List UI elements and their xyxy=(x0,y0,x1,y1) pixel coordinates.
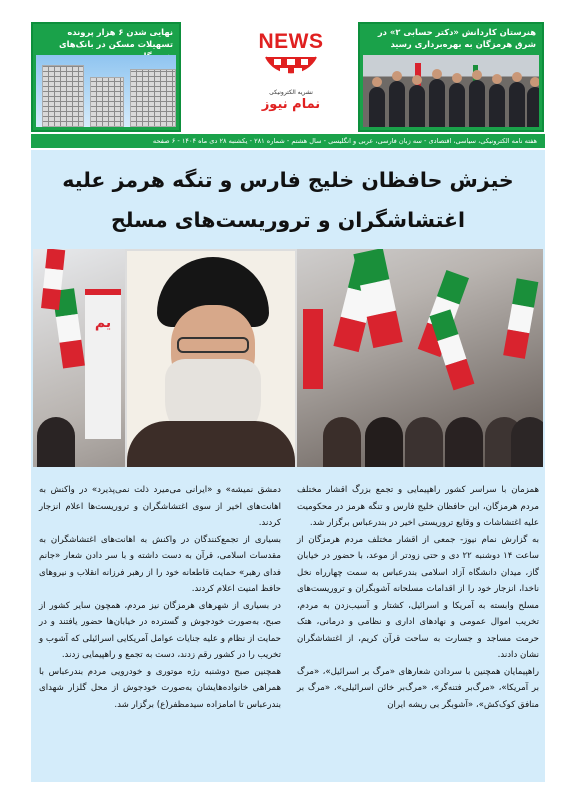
paragraph: همچنین صبح دوشنبه رژه موتوری و خودرویی مردم بندرعباس با همراهی خانواده‌هایشان به‌صورت خودجوش از محل گلزار شهدای بندرعباس تا امامزاده سیدمظفر(ع) برگزار شد. xyxy=(39,666,281,710)
logo-name: نمام نیوز xyxy=(261,97,321,112)
paragraph: همزمان با سراسر کشور راهپیمایی و تجمع بزرگ اقشار مختلف مردم هرمزگان، این حافظان خلیج فارس و تنگه هرمز در محکومیت علیه اغتشاشات و وقایع تروریستی اخیر در بندرعباس برگزار شد. xyxy=(297,485,539,528)
paragraph: به گزارش نمام نیوز- جمعی از اقشار مختلف مردم هرمزگان از ساعت ۱۴ دوشنبه ۲۲ دی و حتی زودتر از موعد، با حضور در خیابان گاز، میدان دانشگاه آزاد اسلامی بندرعباس به سمت چهارراه نخل ناخدا، انزجار خود را از اقدامات مسلحانه آشوبگران و تروریست‌های مسلح وابسته به آمریکا و اسرائیل، کشتار و آسیب‌زدن به مردم، تخریب اموال عمومی و نهادهای اداری و نظامی و درمانی، هتک حرمت مساجد و جسارت به ساحت قرآن کریم، از اغتشاشگران نشان دادند. xyxy=(297,534,540,660)
promo-title: نهایی شدن ۶ هزار پرونده تسهیلات مسکن در بانک‌های xyxy=(58,27,173,49)
logo-news-word: NEWS xyxy=(258,30,324,53)
globe-logo-icon xyxy=(260,55,322,91)
sign-text: یم xyxy=(94,315,112,331)
promo-photo-buildings xyxy=(36,55,176,127)
article-headline[interactable] xyxy=(31,160,545,240)
promo-title: هنرستان کاردانش «دکتر حسابی ۲» در شرق هرمزگان به بهره‌برداری رسید xyxy=(377,27,536,49)
issue-info-bar: هفته نامه الکترونیکی، سیاسی، اقتصادی - سه زبان فارسی، عربی و انگلیسی - سال هشتم - شماره ۲۸۱ - یکشنبه ۲۸ دی ماه ۱۴۰۴ - ۶ صفحه xyxy=(31,134,545,148)
promo-box-housing-loans[interactable] xyxy=(31,22,181,132)
paragraph: راهپیمایان همچنین با سردادن شعارهای «مرگ بر اسرائیل»، «مرگ بر آمریکا»، «مرگ‌بر فتنه‌گر»، «مرگ‌بر خائن اسرائیلی»، «مرگ بر منافق کوک‌کش»، «آشوبگر بی ریشه ایران xyxy=(297,666,539,710)
red-white-sign xyxy=(85,289,121,439)
paragraph: بسیاری از تجمع‌کنندگان در واکنش به اهانت‌های اغتشاشگران به مقدسات اسلامی، قرآن به دست داشته و با سر دادن شعار «جانم فدای رهبر» حمایت قاطعانه خود را از رهبر فرزانه انقلاب و نیروهای حافظ امنیت اعلام کردند. xyxy=(39,534,281,594)
headline-line-1: خیزش حافظان خلیج فارس و تنگه هرمز علیه xyxy=(62,168,514,192)
article-column-left xyxy=(39,482,281,713)
newspaper-header xyxy=(0,0,581,145)
paragraph: دمشق نمیشه» و «ایرانی می‌میرد ذلت نمی‌پذیرد» در واکنش به اهانت‌های اخیر از سوی اغتشاشگران و تروریست‌ها اعلام انزجار کردند. xyxy=(39,485,281,528)
newspaper-logo[interactable] xyxy=(226,30,356,126)
main-article-panel xyxy=(31,150,545,782)
logo-subtitle: نشریه الکترونیکی xyxy=(269,89,313,96)
paragraph: در بسیاری از شهرهای هرمزگان نیز مردم، همچون سایر کشور از صبح، به‌صورت خودجوش و گسترده در خیابان‌ها حضور یافتند و در حمایت از نظام و علیه جنایات عوامل آمریکایی اسرائیلی که آشوب و تخریب را در کشور رقم زدند، دست به تجمع و راهپیمایی زدند. xyxy=(39,600,281,660)
headline-line-2: اغتشاشگران و تروریست‌های مسلح xyxy=(110,208,466,232)
leader-portrait-poster xyxy=(125,249,297,467)
article-column-right xyxy=(297,482,539,713)
promo-box-school-opening[interactable] xyxy=(358,22,544,132)
promo-photo-ceremony xyxy=(363,55,539,127)
rally-photo[interactable] xyxy=(33,249,543,467)
